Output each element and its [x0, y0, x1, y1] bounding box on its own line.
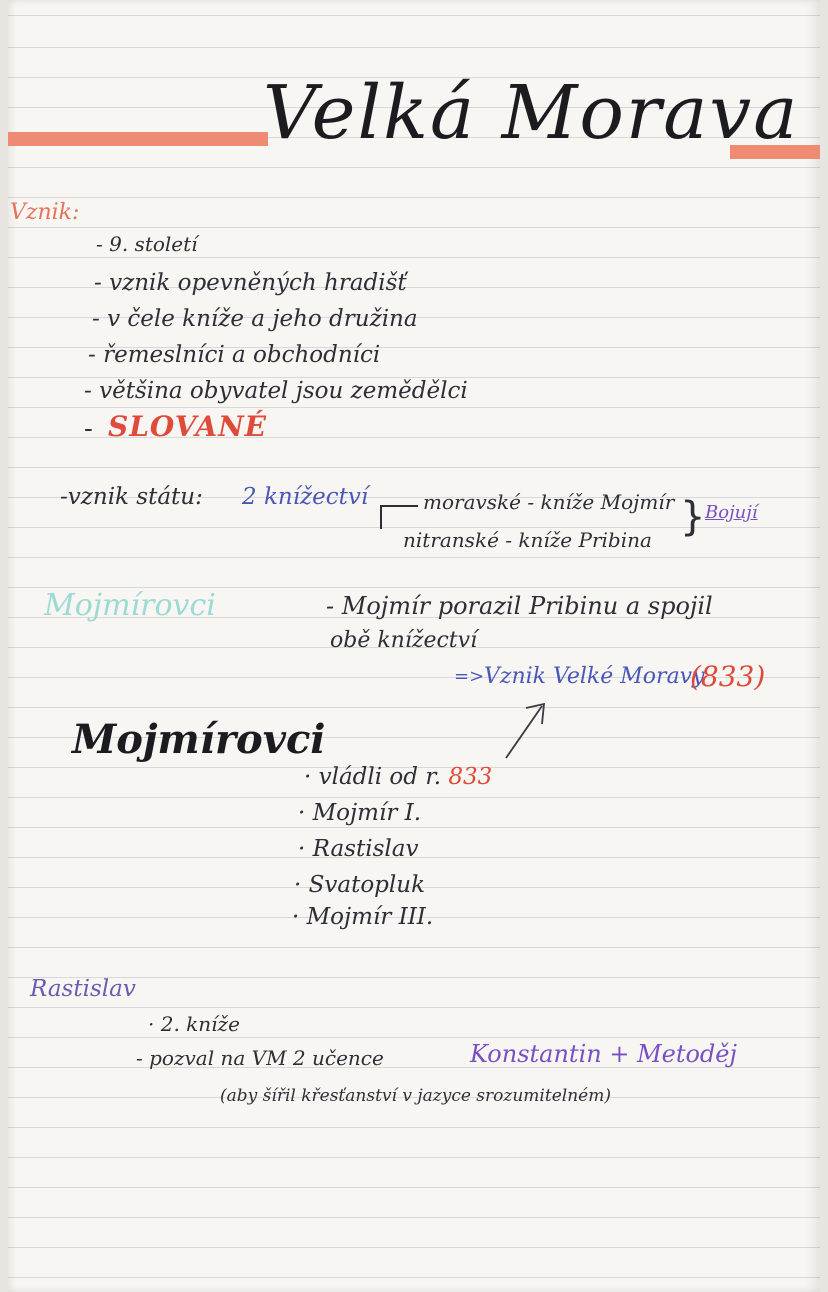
list-item [294, 872, 425, 898]
notebook-page [8, 0, 820, 1292]
list-item: · 2. kníže [148, 1012, 240, 1036]
list-item: - řemeslníci a obchodníci [88, 342, 381, 368]
bullet: · [298, 836, 306, 862]
list-item-text: Mojmír III. [306, 904, 434, 930]
page-title: Velká Morava [263, 70, 800, 156]
explanation-line2: obě knížectví [330, 628, 478, 653]
bullet: · [298, 800, 306, 826]
list-item-text: Svatopluk [308, 872, 426, 898]
result-year: (833) [690, 660, 766, 693]
list-item: - pozval na VM 2 učence [136, 1046, 384, 1070]
result-vznik-velke-moravy: Vznik Velké Moravy [484, 664, 705, 689]
section-heading-mojmirovci: Mojmírovci [72, 716, 326, 763]
list-item [298, 800, 421, 826]
list-item: - vznik opevněných hradišť [94, 270, 407, 296]
list-item: (aby šířil křesťanství v jazyce srozumitelném) [220, 1086, 611, 1106]
arrow-icon [498, 696, 558, 764]
list-item: - 9. století [96, 232, 198, 256]
section-heading-rastislav: Rastislav [30, 976, 136, 1002]
list-item: - většina obyvatel jsou zemědělci [84, 378, 468, 404]
list-item: - v čele kníže a jeho družina [92, 306, 418, 332]
result-arrow: => [454, 666, 485, 687]
title-stripe-left [8, 132, 268, 146]
list-item [304, 764, 492, 790]
knizectvi-nitranske: nitranské - kníže Pribina [403, 528, 652, 552]
list-item-text: Rastislav [312, 836, 419, 862]
ucenci-names: Konstantin + Metoděj [470, 1040, 737, 1068]
list-item-text: vládli od r. [318, 764, 442, 790]
bullet: · [294, 872, 302, 898]
list-item-year: 833 [448, 764, 493, 790]
knizectvi-moravske: moravské - kníže Mojmír [423, 490, 675, 514]
vznik-statu-value: 2 knížectví [242, 484, 369, 510]
list-item [298, 836, 418, 862]
faded-heading-mojmirovci: Mojmírovci [44, 588, 216, 623]
section-heading-vznik: Vznik: [10, 200, 80, 225]
vznik-statu-label: -vznik státu: [60, 484, 203, 510]
slovane-dash: - [84, 414, 93, 444]
slovane-label: SLOVANÉ [108, 410, 268, 443]
list-item [292, 904, 433, 930]
brace-symbol: } [680, 494, 706, 540]
bullet: · [304, 764, 312, 790]
bracket-shape [380, 505, 418, 529]
bojuji-label: Bojují [705, 502, 758, 523]
explanation-line1: - Mojmír porazil Pribinu a spojil [326, 592, 713, 620]
list-item-text: Mojmír I. [312, 800, 422, 826]
bullet: · [292, 904, 300, 930]
